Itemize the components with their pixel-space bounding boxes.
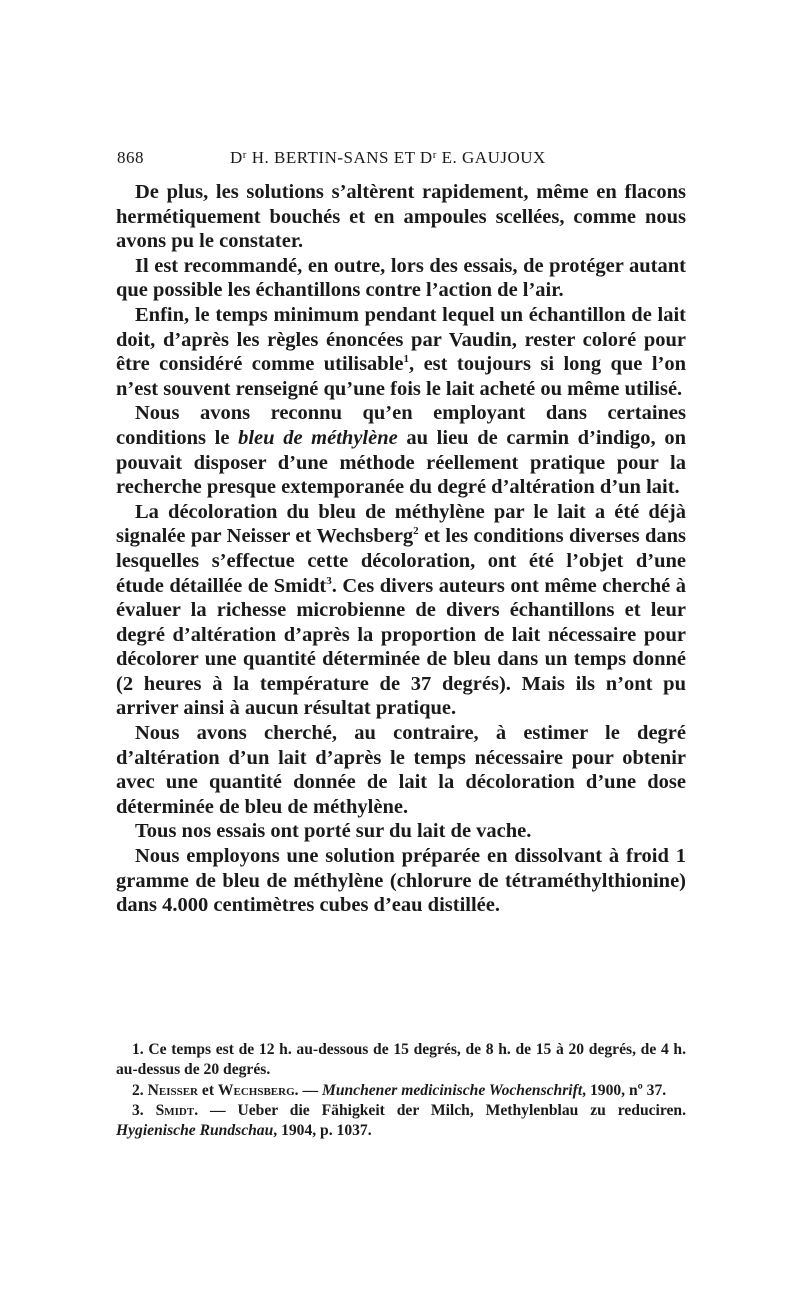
body-text (116, 180, 686, 918)
paragraph-5: La décoloration du bleu de méthylène par le lait a été déjà signalée par Neisser et Wechsberg$^2$ et les conditions diverses dans lesquelles s’effectue cette décoloration, ont été l’objet d’une étude détaillée de Smidt$^3$. Ces divers auteurs ont même cherché à évaluer la richesse microbienne de divers échantillons et leur degré d’altération d’après la proportion de lait nécessaire pour décolorer une quantité déterminée de bleu dans un temps donné (2 heures à la température de 37 degrés). Mais ils n’ont pu arriver ainsi à aucun résultat pratique. (116, 500, 686, 720)
paragraph-1: De plus, les solutions s’altèrent rapidement, même en flacons hermétiquement bouchés et en ampoules scellées, comme nous avons pu le constater. (116, 181, 686, 253)
page-header (117, 148, 687, 172)
paragraph-8: Nous employons une solution préparée en dissolvant à froid 1 gramme de bleu de méthylène (chlorure de tétraméthylthionine) dans 4.000 centimètres cubes d’eau distillée. (116, 845, 686, 917)
page-number: 868 (117, 148, 144, 167)
journal-title: Munchener medicinische Wochenschrift (321, 1081, 583, 1099)
paragraph-6: Nous avons cherché, au contraire, à estimer le degré d’altération d’un lait d’après le temps nécessaire pour obtenir avec une quantité donnée de lait la décoloration d’une dose déterminée de bleu de méthylène. (116, 722, 686, 818)
footnotes (116, 1040, 686, 1141)
running-head: $D^r$ H. BERTIN-SANS ET $D^r$ E. GAUJOUX (230, 148, 546, 167)
footnote-ref-1[interactable]: 1 (403, 353, 410, 366)
footnote-1: 1. Ce temps est de 12 h. au-dessous de 15 degrés, de 8 h. de 15 à 20 degrés, de 4 h. au-dessus de 20 degrés. (116, 1041, 686, 1079)
paragraph-4: Nous avons reconnu qu’en employant dans certaines conditions le bleu de méthylène au lieu de carmin d’indigo, on pouvait disposer d’une méthode réellement pratique pour la recherche presque extemporanée du degré d’altération d’un lait. (116, 402, 686, 499)
footnote-ref-3[interactable]: 3 (326, 574, 332, 587)
italic-term: bleu de méthylène (238, 426, 398, 449)
paragraph-7: Tous nos essais ont porté sur du lait de vache. (135, 820, 532, 843)
journal-title: Hygienische Rundschau (116, 1122, 274, 1140)
footnote-ref-2[interactable]: 2 (413, 525, 419, 538)
paragraph-3: Enfin, le temps minimum pendant lequel un échantillon de lait doit, d’après les règles énoncées par Vaudin, rester coloré pour être considéré comme utilisable$^1$, est toujours si long que l’on n’est souvent renseigné qu’une fois le lait acheté ou même utilisé. (116, 303, 687, 400)
paragraph-2: Il est recommandé, en outre, lors des essais, de protéger autant que possible les échantillons contre l’action de l’air. (116, 254, 686, 302)
footnote-2: 2. Neisser et Wechsberg. — Munchener medicinische Wochenschrift, 1900, nº 37. (132, 1081, 667, 1099)
footnote-3: 3. Smidt. — Ueber die Fähigkeit der Milch, Methylenblau zu reduciren. Hygienische Rundschau, 1904, p. 1037. (116, 1101, 687, 1140)
